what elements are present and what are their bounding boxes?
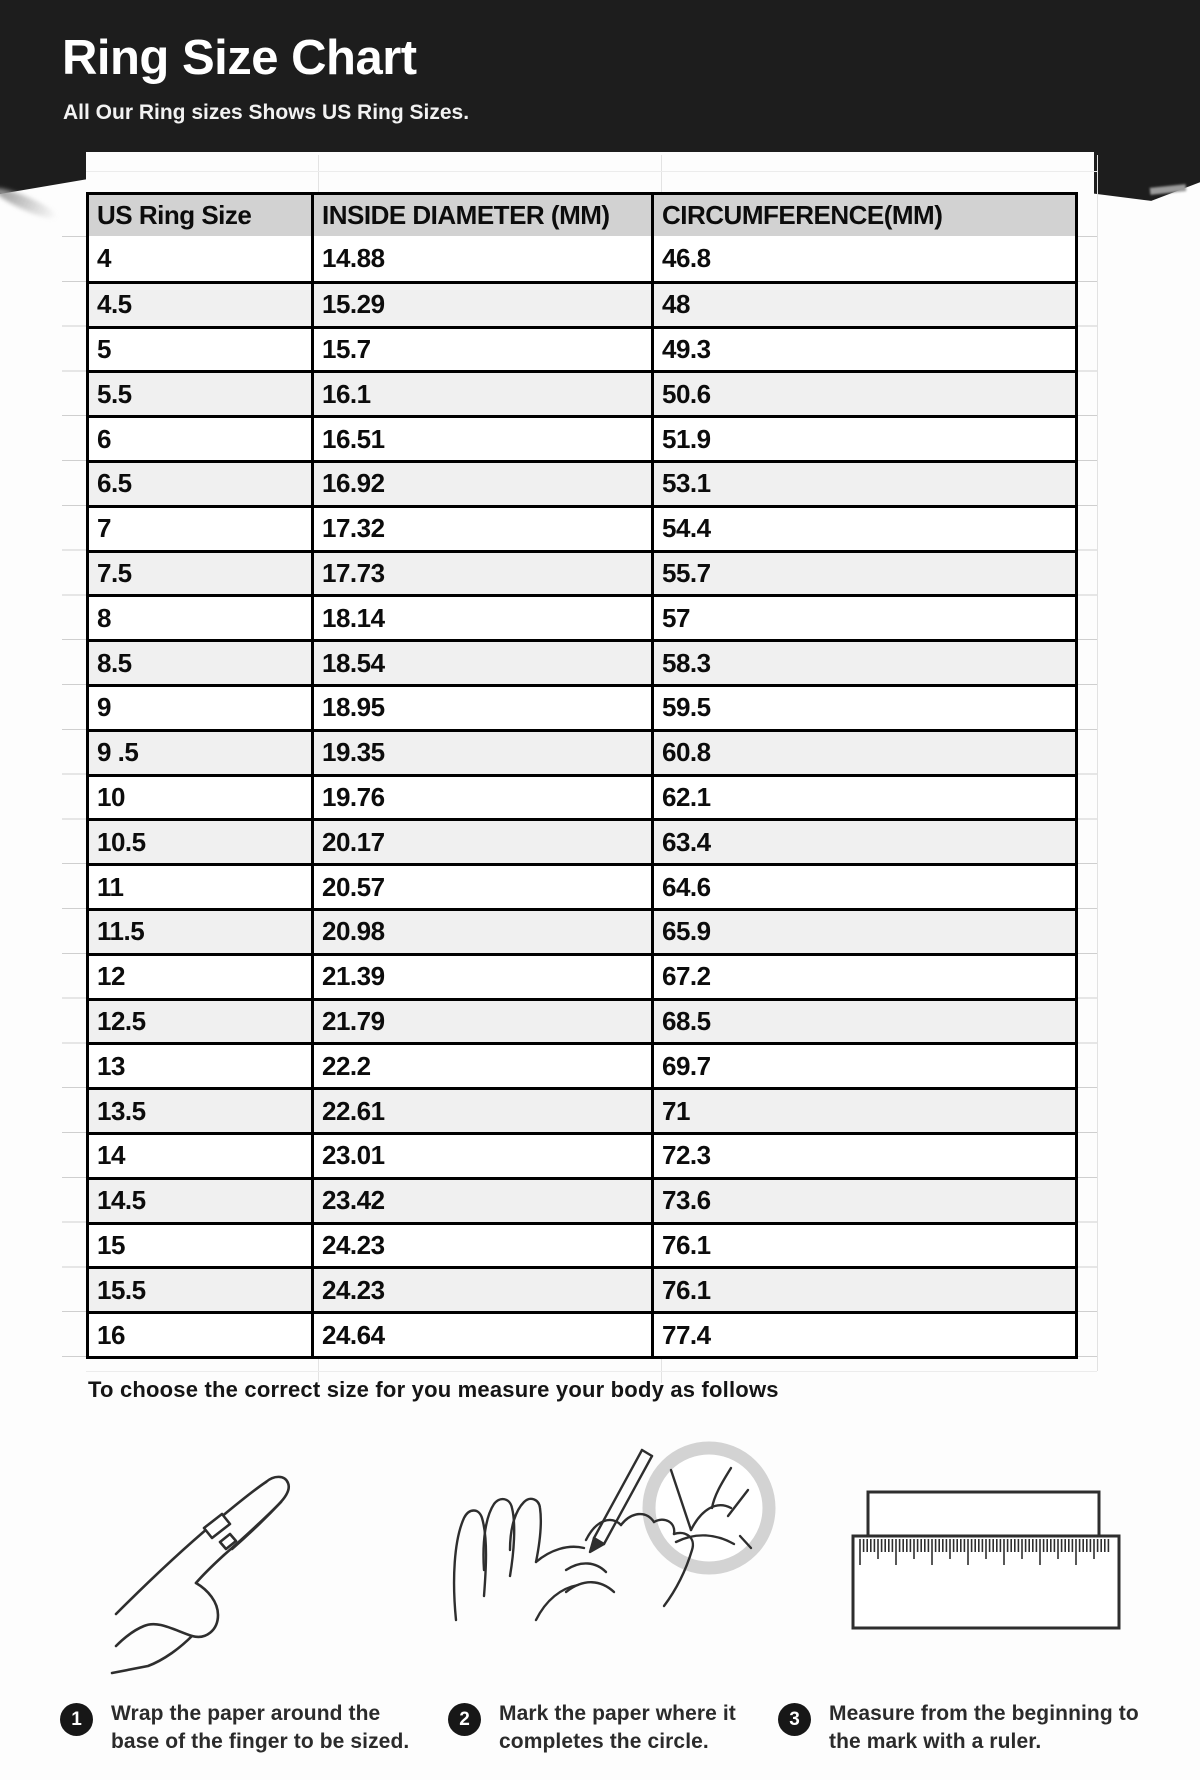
gridline: [86, 171, 1097, 172]
hand-with-paper-strip-illustration: [108, 1442, 328, 1677]
table-row: [89, 1132, 1075, 1177]
table-row: [89, 998, 1075, 1043]
table-row: [89, 1087, 1075, 1132]
circumference-cell: 64.6: [651, 866, 1075, 908]
circumference-cell: 49.3: [651, 329, 1075, 371]
table-header-row: [89, 195, 1075, 236]
diameter-cell: 16.92: [311, 463, 651, 505]
step-number-badge: 3: [778, 1703, 811, 1736]
measure-instruction-note: To choose the correct size for you measure your body as follows: [88, 1377, 779, 1402]
us-size-cell: 5: [97, 333, 111, 364]
step-number-badge: 2: [448, 1703, 481, 1736]
us-size-cell: 6: [97, 423, 111, 454]
step-number-badge: 1: [60, 1703, 93, 1736]
us-size-cell: 14.5: [97, 1185, 146, 1216]
us-size-cell: 8.5: [97, 647, 132, 678]
us-size-cell: 15.5: [97, 1274, 146, 1305]
us-size-cell: 12: [97, 961, 125, 992]
circumference-cell: 71: [651, 1090, 1075, 1132]
diameter-cell: 15.7: [311, 329, 651, 371]
banner-left-corner: [0, 151, 86, 194]
grid-tick-strip-left: [62, 236, 86, 1359]
paper-strip: [868, 1492, 1099, 1538]
diameter-cell: 20.17: [311, 821, 651, 863]
circumference-cell: 72.3: [651, 1135, 1075, 1177]
banner-right-corner: [1094, 151, 1200, 203]
table-row: [89, 460, 1075, 505]
us-size-cell: 13.5: [97, 1095, 146, 1126]
step-text: Mark the paper where it completes the circle.: [499, 1702, 736, 1753]
us-size-cell: 11: [97, 871, 124, 902]
circumference-cell: 59.5: [651, 687, 1075, 729]
diameter-cell: 23.01: [311, 1135, 651, 1177]
banner-left-shadow-swoosh: [0, 184, 60, 224]
gridline: [1097, 155, 1098, 1371]
table-row: [89, 908, 1075, 953]
diameter-cell: 24.23: [311, 1269, 651, 1311]
table-row: [89, 326, 1075, 371]
instruction-step: [60, 1700, 409, 1756]
table-row: [89, 550, 1075, 595]
table-row: [89, 1311, 1075, 1356]
table-row: [89, 953, 1075, 998]
circumference-cell: 60.8: [651, 732, 1075, 774]
circumference-cell: 46.8: [651, 236, 1075, 281]
us-size-cell: 11.5: [97, 916, 145, 947]
circumference-cell: 65.9: [651, 911, 1075, 953]
circumference-cell: 77.4: [651, 1314, 1075, 1356]
diameter-cell: 17.32: [311, 508, 651, 550]
gridline: [86, 1371, 1097, 1372]
us-size-cell: 15: [97, 1229, 125, 1260]
table-row: [89, 818, 1075, 863]
circumference-cell: 54.4: [651, 508, 1075, 550]
circumference-cell: 63.4: [651, 821, 1075, 863]
diameter-cell: 16.1: [311, 373, 651, 415]
us-size-cell: 14: [97, 1140, 125, 1171]
circumference-cell: 68.5: [651, 1001, 1075, 1043]
instruction-step: [448, 1700, 736, 1756]
circumference-cell: 53.1: [651, 463, 1075, 505]
instruction-step: [778, 1700, 1139, 1756]
diameter-cell: 19.76: [311, 777, 651, 819]
diameter-cell: 24.64: [311, 1314, 651, 1356]
diameter-cell: 18.14: [311, 597, 651, 639]
gridline: [318, 155, 319, 192]
circumference-cell: 76.1: [651, 1225, 1075, 1267]
diameter-cell: 22.61: [311, 1090, 651, 1132]
circumference-cell: 67.2: [651, 956, 1075, 998]
table-row: [89, 594, 1075, 639]
diameter-cell: 22.2: [311, 1045, 651, 1087]
circumference-cell: 55.7: [651, 553, 1075, 595]
page-subtitle: All Our Ring sizes Shows US Ring Sizes.: [63, 101, 470, 124]
table-row: [89, 415, 1075, 460]
table-row: [89, 729, 1075, 774]
mark-paper-with-pen-illustration: [446, 1420, 791, 1670]
table-row: [89, 370, 1075, 415]
circumference-cell: 69.7: [651, 1045, 1075, 1087]
diameter-cell: 15.29: [311, 284, 651, 326]
circumference-cell: 76.1: [651, 1269, 1075, 1311]
ruler-measuring-strip-illustration: [845, 1478, 1140, 1638]
gridline: [661, 155, 662, 192]
us-size-cell: 12.5: [97, 1005, 146, 1036]
diameter-cell: 24.23: [311, 1225, 651, 1267]
us-size-cell: 8: [97, 602, 111, 633]
us-size-cell: 4: [97, 242, 111, 273]
diameter-cell: 20.98: [311, 911, 651, 953]
table-row: [89, 281, 1075, 326]
ruler-ticks: [859, 1539, 1111, 1567]
table-row: [89, 1042, 1075, 1087]
diameter-cell: 18.95: [311, 687, 651, 729]
column-header-circumference: CIRCUMFERENCE(MM): [651, 195, 1075, 236]
diameter-cell: 18.54: [311, 642, 651, 684]
header-banner: [0, 0, 1200, 152]
us-size-cell: 6.5: [97, 468, 132, 499]
us-size-cell: 9 .5: [97, 737, 139, 768]
circumference-cell: 50.6: [651, 373, 1075, 415]
diameter-cell: 20.57: [311, 866, 651, 908]
table-row: [89, 684, 1075, 729]
table-row: [89, 774, 1075, 819]
diameter-cell: 21.79: [311, 1001, 651, 1043]
us-size-cell: 16: [97, 1319, 125, 1350]
us-size-cell: 9: [97, 692, 111, 723]
circumference-cell: 73.6: [651, 1180, 1075, 1222]
us-size-cell: 10.5: [97, 826, 146, 857]
table-row: [89, 639, 1075, 684]
circumference-cell: 51.9: [651, 418, 1075, 460]
table-body: [89, 236, 1075, 1356]
circumference-cell: 58.3: [651, 642, 1075, 684]
step-text: Wrap the paper around the base of the finger to be sized.: [111, 1702, 410, 1753]
table-row: [89, 1177, 1075, 1222]
table-row: [89, 505, 1075, 550]
us-size-cell: 7.5: [97, 557, 132, 588]
column-header-us-ring-size: US Ring Size: [97, 200, 252, 230]
us-size-cell: 5.5: [97, 378, 132, 409]
table-row: [89, 863, 1075, 908]
diameter-cell: 19.35: [311, 732, 651, 774]
diameter-cell: 16.51: [311, 418, 651, 460]
ring-size-table: [86, 192, 1078, 1359]
step-text: Measure from the beginning to the mark with a ruler.: [829, 1702, 1139, 1753]
us-size-cell: 4.5: [97, 289, 132, 320]
us-size-cell: 13: [97, 1050, 125, 1081]
diameter-cell: 21.39: [311, 956, 651, 998]
table-row: [89, 1222, 1075, 1267]
table-row: [89, 1266, 1075, 1311]
table-row: [89, 236, 1075, 281]
diameter-cell: 23.42: [311, 1180, 651, 1222]
diameter-cell: 17.73: [311, 553, 651, 595]
column-header-inside-diameter: INSIDE DIAMETER (MM): [311, 195, 651, 236]
page-title: Ring Size Chart: [62, 31, 417, 85]
diameter-cell: 14.88: [311, 236, 651, 281]
circumference-cell: 62.1: [651, 777, 1075, 819]
circumference-cell: 48: [651, 284, 1075, 326]
us-size-cell: 7: [97, 513, 111, 544]
circumference-cell: 57: [651, 597, 1075, 639]
us-size-cell: 10: [97, 781, 125, 812]
